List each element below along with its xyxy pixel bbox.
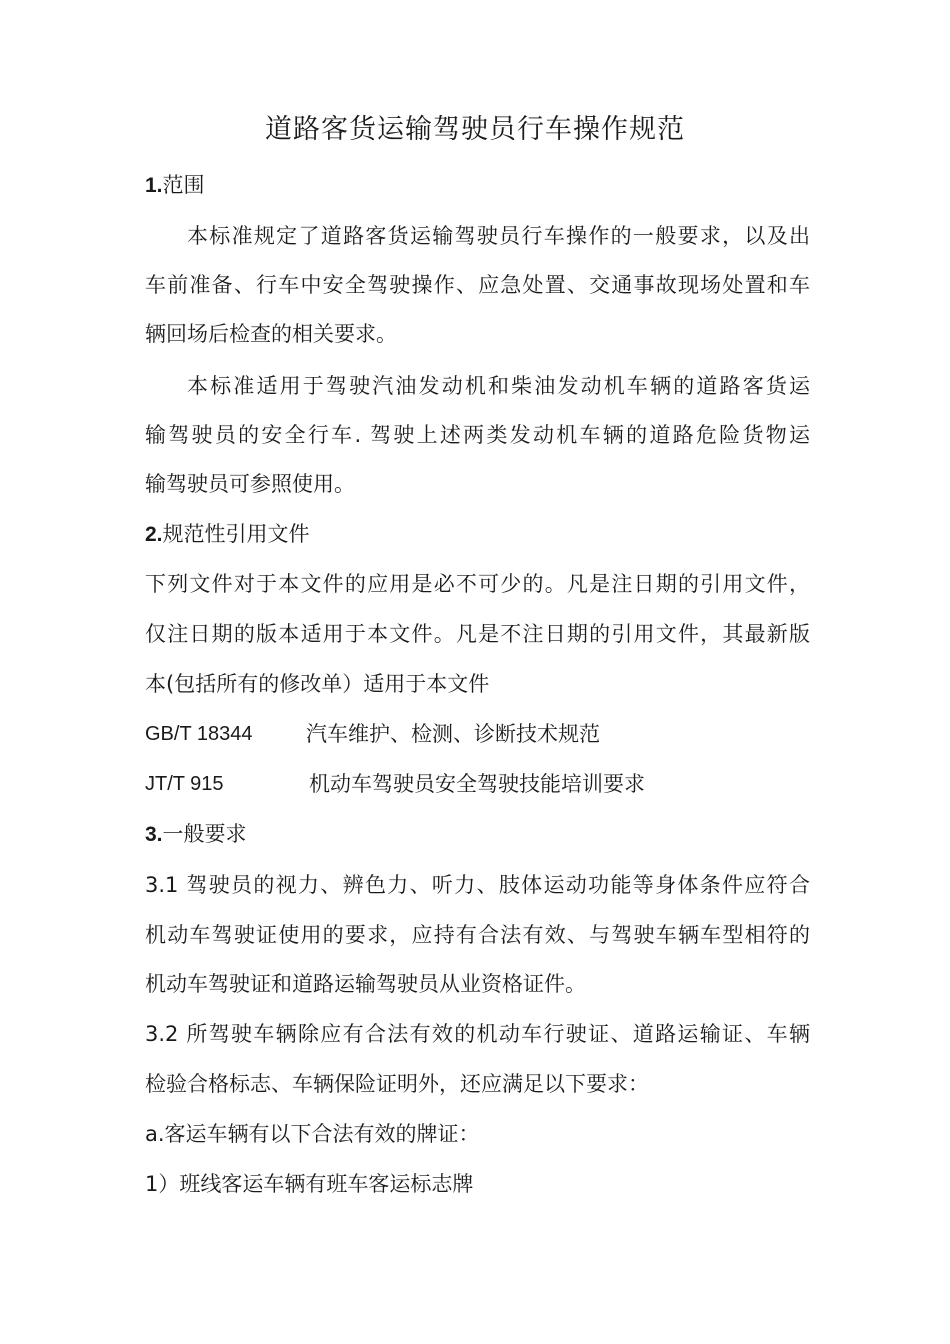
item-3-1-line-2: 机动车驾驶证使用的要求，应持有合法有效、与驾驶车辆车型相符的	[145, 923, 810, 947]
section-2-heading	[145, 517, 810, 552]
reference-code: JT/T 915	[145, 773, 224, 795]
reference-title: 汽车维护、检测、诊断技术规范	[306, 722, 600, 746]
item-a: a.客运车辆有以下合法有效的牌证：	[145, 1122, 480, 1146]
section-2-title: 规范性引用文件	[162, 522, 310, 546]
section-2-para-line-3: 本(包括所有的修改单）适用于本文件	[145, 672, 490, 696]
reference-title: 机动车驾驶员安全驾驶技能培训要求	[309, 772, 645, 796]
section-3-heading	[145, 817, 810, 852]
item-3-2-line-2: 检验合格标志、车辆保险证明外，还应满足以下要求：	[145, 1072, 649, 1096]
item-3-1-line-1: 3.1 驾驶员的视力、辨色力、听力、肢体运动功能等身体条件应符合	[145, 873, 810, 897]
section-1-title: 范围	[162, 173, 205, 197]
section-1-heading	[145, 168, 810, 203]
section-1-number: 1.	[145, 174, 163, 197]
document-title: 道路客货运输驾驶员行车操作规范	[265, 114, 685, 145]
section-1-para-2-line-3: 输驾驶员可参照使用。	[145, 472, 355, 496]
section-1-para-1-line-1: 本标准规定了道路客货运输驾驶员行车操作的一般要求，以及出	[187, 224, 810, 248]
section-1-para-2-line-1: 本标准适用于驾驶汽油发动机和柴油发动机车辆的道路客货运	[187, 374, 810, 398]
reference-code: GB/T 18344	[145, 723, 253, 745]
section-1-para-1-line-3: 辆回场后检查的相关要求。	[145, 322, 397, 346]
item-3-1-line-3: 机动车驾驶证和道路运输驾驶员从业资格证件。	[145, 972, 586, 996]
section-2-para-line-1: 下列文件对于本文件的应用是必不可少的。凡是注日期的引用文件，	[145, 572, 810, 596]
section-2-para-line-2: 仅注日期的版本适用于本文件。凡是不注日期的引用文件，其最新版	[145, 622, 810, 646]
item-a-1: 1）班线客运车辆有班车客运标志牌	[145, 1172, 474, 1196]
section-3-number: 3.	[145, 823, 163, 846]
section-2-number: 2.	[145, 523, 163, 546]
item-3-2-line-1: 3.2 所驾驶车辆除应有合法有效的机动车行驶证、道路运输证、车辆	[145, 1022, 810, 1046]
section-3-title: 一般要求	[162, 822, 247, 846]
section-1-para-2-line-2: 输驾驶员的安全行车. 驾驶上述两类发动机车辆的道路危险货物运	[145, 423, 810, 447]
section-1-para-1-line-2: 车前准备、行车中安全驾驶操作、应急处置、交通事故现场处置和车	[145, 273, 810, 297]
